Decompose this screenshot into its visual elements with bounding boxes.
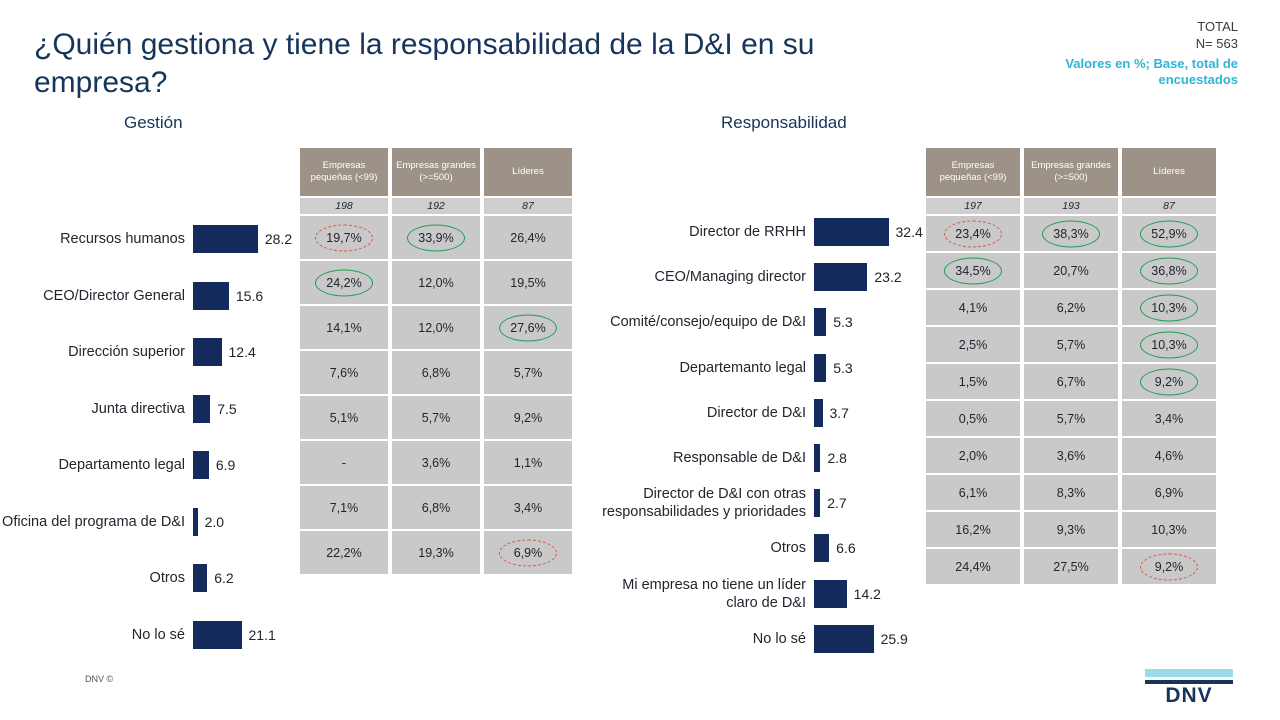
column-header: Líderes	[1122, 148, 1216, 196]
table-cell	[1122, 401, 1216, 436]
table-cell	[926, 216, 1020, 251]
bar-row-label: Director de D&I	[706, 404, 806, 421]
table-cell	[1024, 549, 1118, 584]
cell-value: 5,7%	[513, 365, 543, 380]
page-title: ¿Quién gestiona y tiene la responsabilidad de la D&I en su empresa?	[34, 28, 815, 99]
bar-row-label: Oficina del programa de D&I	[2, 513, 185, 530]
table-cell	[392, 216, 480, 259]
bar-value-label: 25.9	[880, 630, 908, 647]
bar-value-label: 2.0	[204, 513, 225, 530]
bar-row	[596, 391, 926, 435]
cell-value: 19,3%	[418, 545, 454, 560]
cell-value: 19,5%	[510, 275, 546, 290]
bar-row-label: No lo sé	[752, 630, 806, 647]
bar	[814, 354, 826, 382]
bar	[193, 395, 210, 423]
cell-value: 3,6%	[421, 455, 451, 470]
table-cell	[484, 216, 572, 259]
bar-row	[0, 443, 300, 487]
cell-value: 27,5%	[1053, 559, 1089, 574]
column-cells	[1024, 216, 1118, 584]
bar-row-label: Responsable de D&I	[673, 450, 806, 466]
cell-value: 5,1%	[329, 410, 359, 425]
bar-row	[0, 500, 300, 544]
table-cell	[300, 261, 388, 304]
cell-value: 9,2%	[1154, 559, 1184, 574]
bar	[193, 282, 229, 310]
cell-value: 1,1%	[513, 455, 543, 470]
cell-value: 5,7%	[1056, 337, 1086, 352]
bar	[814, 399, 823, 427]
table-cell	[484, 306, 572, 349]
bar	[193, 621, 242, 649]
bar-row-label: Comité/consejo/equipo de D&I	[610, 314, 806, 331]
cell-value: 20,7%	[1053, 263, 1089, 278]
cell-value: 0,5%	[958, 411, 988, 426]
column-base-count: 87	[484, 198, 572, 214]
column-base-count: 198	[300, 198, 388, 214]
table-cell	[1122, 364, 1216, 399]
bar	[814, 308, 826, 336]
table-cell	[926, 364, 1020, 399]
section-heading-gestion: Gestión	[124, 113, 183, 132]
bar-row	[596, 300, 926, 344]
bar-row-label: Otros	[149, 570, 185, 586]
bar-value-label: 21.1	[248, 626, 276, 643]
bar-value-label: 2.8	[827, 450, 847, 466]
cell-value: 9,3%	[1056, 522, 1086, 537]
cell-value: 16,2%	[955, 522, 991, 537]
table-cell	[1122, 438, 1216, 473]
table-cell	[300, 351, 388, 394]
bar-row-label: Mi empresa no tiene un líder claro de D&I	[622, 576, 806, 611]
table-column	[300, 148, 388, 576]
bar-row	[0, 556, 300, 600]
dnv-logo	[1145, 669, 1233, 708]
table-cell	[926, 549, 1020, 584]
cell-value: 10,3%	[1151, 300, 1187, 315]
copyright: DNV ©	[85, 674, 114, 684]
table-cell	[1024, 475, 1118, 510]
bar	[814, 625, 874, 653]
bar-value-label: 6.6	[836, 540, 856, 557]
table-cell	[926, 327, 1020, 362]
table-cell	[392, 441, 480, 484]
bar	[814, 534, 829, 562]
column-header: Empresas grandes (>=500)	[392, 148, 480, 196]
cell-value: 36,8%	[1151, 263, 1187, 278]
bar-row	[0, 613, 300, 657]
column-cells	[484, 216, 572, 574]
table-cell	[300, 486, 388, 529]
bar-row-label: CEO/Managing director	[654, 269, 806, 286]
bar-row-label: CEO/Director General	[43, 287, 185, 304]
logo-wordmark: DNV	[1165, 684, 1213, 707]
table-cell	[926, 475, 1020, 510]
bar-row	[596, 436, 926, 480]
cell-value: 3,4%	[1154, 411, 1184, 426]
column-base-count: 87	[1122, 198, 1216, 214]
table-cell	[926, 253, 1020, 288]
table-cell	[1122, 512, 1216, 547]
total-n: N= 563	[1195, 36, 1238, 51]
bar-value-label: 12.4	[228, 344, 256, 360]
table-cell	[300, 306, 388, 349]
cell-value: 34,5%	[955, 263, 991, 278]
cell-value: 2,5%	[958, 337, 988, 352]
column-header: Empresas grandes (>=500)	[1024, 148, 1118, 196]
bar-row-label: Otros	[770, 540, 806, 557]
bar-row	[596, 572, 926, 616]
total-label: TOTAL	[1197, 19, 1238, 34]
cell-value: 4,6%	[1154, 448, 1184, 463]
column-header: Líderes	[484, 148, 572, 196]
bar-value-label: 14.2	[853, 585, 881, 602]
table-cell	[300, 531, 388, 574]
table-cell	[392, 531, 480, 574]
cell-value: 6,8%	[421, 365, 451, 380]
table-cell	[484, 351, 572, 394]
bar-row-label: Recursos humanos	[60, 231, 185, 247]
column-cells	[926, 216, 1020, 584]
cell-value: 8,3%	[1056, 485, 1086, 500]
bar-row	[0, 217, 300, 261]
bar-row	[596, 481, 926, 525]
column-header: Empresas pequeñas (<99)	[926, 148, 1020, 196]
table-cell	[300, 216, 388, 259]
table-cell	[926, 401, 1020, 436]
bar-row-label: Junta directiva	[91, 400, 185, 417]
cell-value: 4,1%	[958, 300, 988, 315]
table-cell	[484, 441, 572, 484]
cell-value: 3,4%	[513, 500, 543, 515]
cell-value: 6,8%	[421, 500, 451, 515]
bar	[193, 225, 258, 253]
cell-value: 24,2%	[326, 275, 362, 290]
table-cell	[1024, 364, 1118, 399]
table-cell	[1024, 401, 1118, 436]
table-cell	[1024, 253, 1118, 288]
cell-value: 10,3%	[1151, 522, 1187, 537]
bar-value-label: 15.6	[235, 287, 264, 304]
bar-value-label: 3.7	[829, 404, 849, 421]
table-cell	[1024, 438, 1118, 473]
bar	[814, 218, 889, 246]
column-base-count: 192	[392, 198, 480, 214]
bar-row	[0, 330, 300, 374]
table-cell	[300, 441, 388, 484]
cell-value: 33,9%	[418, 230, 454, 245]
cell-value: -	[341, 455, 347, 470]
table-cell	[300, 396, 388, 439]
table-cell	[1122, 216, 1216, 251]
column-base-count: 197	[926, 198, 1020, 214]
table-column	[1122, 148, 1216, 586]
cell-value: 19,7%	[326, 230, 362, 245]
total-block	[1018, 18, 1238, 88]
gestion-table	[300, 148, 572, 576]
bar-row	[0, 274, 300, 318]
section-heading-responsabilidad: Responsabilidad	[721, 113, 847, 132]
cell-value: 6,1%	[958, 485, 988, 500]
table-cell	[484, 486, 572, 529]
table-cell	[926, 512, 1020, 547]
bar-row	[596, 255, 926, 299]
bar	[193, 338, 222, 366]
cell-value: 7,1%	[329, 500, 359, 515]
cell-value: 6,7%	[1056, 374, 1086, 389]
table-cell	[392, 351, 480, 394]
table-cell	[1024, 327, 1118, 362]
bar-row	[0, 387, 300, 431]
bar-row-label: No lo sé	[131, 626, 185, 643]
cell-value: 52,9%	[1151, 226, 1187, 241]
column-base-count: 193	[1024, 198, 1118, 214]
bar-value-label: 32.4	[895, 224, 923, 240]
bar-row-label: Director de D&I con otras responsabilidades y prioridades	[602, 486, 806, 521]
cell-value: 12,0%	[418, 275, 454, 290]
bar	[193, 451, 209, 479]
cell-value: 26,4%	[510, 230, 546, 245]
column-header: Empresas pequeñas (<99)	[300, 148, 388, 196]
table-cell	[392, 486, 480, 529]
cell-value: 3,6%	[1056, 448, 1086, 463]
column-cells	[392, 216, 480, 574]
table-cell	[1024, 290, 1118, 325]
column-cells	[300, 216, 388, 574]
cell-value: 6,9%	[1154, 485, 1184, 500]
cell-value: 6,9%	[513, 545, 543, 560]
cell-value: 23,4%	[955, 226, 991, 241]
bar-row	[596, 526, 926, 570]
base-note: Valores en %; Base, total de encuestados	[1065, 56, 1238, 87]
table-cell	[1122, 290, 1216, 325]
bar-value-label: 6.9	[215, 457, 236, 473]
bar-row	[596, 617, 926, 661]
bar	[814, 580, 847, 608]
table-cell	[392, 306, 480, 349]
bar-row-label: Departamento legal	[58, 457, 185, 473]
cell-value: 9,2%	[513, 410, 543, 425]
table-cell	[484, 261, 572, 304]
bar-row-label: Departemanto legal	[679, 359, 806, 376]
table-column	[392, 148, 480, 576]
cell-value: 12,0%	[418, 320, 454, 335]
cell-value: 1,5%	[958, 374, 988, 389]
cell-value: 5,7%	[421, 410, 451, 425]
bar-value-label: 2.7	[827, 495, 847, 512]
bar-value-label: 6.2	[214, 570, 234, 586]
cell-value: 10,3%	[1151, 337, 1187, 352]
cell-value: 38,3%	[1053, 226, 1089, 241]
bar-row	[596, 346, 926, 390]
table-cell	[1122, 253, 1216, 288]
logo-bar-light	[1145, 669, 1233, 677]
table-cell	[926, 438, 1020, 473]
cell-value: 22,2%	[326, 545, 362, 560]
table-cell	[484, 531, 572, 574]
responsabilidad-table	[926, 148, 1216, 586]
cell-value: 2,0%	[958, 448, 988, 463]
bar	[814, 263, 867, 291]
cell-value: 27,6%	[510, 320, 546, 335]
bar-value-label: 7.5	[217, 400, 237, 417]
bar-row-label: Director de RRHH	[689, 224, 806, 240]
table-cell	[484, 396, 572, 439]
column-cells	[1122, 216, 1216, 584]
table-cell	[392, 261, 480, 304]
table-column	[926, 148, 1020, 586]
table-cell	[1024, 512, 1118, 547]
table-cell	[1122, 475, 1216, 510]
cell-value: 9,2%	[1154, 374, 1184, 389]
cell-value: 6,2%	[1056, 300, 1086, 315]
cell-value: 5,7%	[1056, 411, 1086, 426]
table-column	[1024, 148, 1118, 586]
bar-row	[596, 210, 926, 254]
table-column	[484, 148, 572, 576]
table-cell	[1122, 549, 1216, 584]
bar-row-label: Dirección superior	[68, 344, 185, 360]
bar-value-label: 28.2	[264, 231, 293, 247]
table-cell	[926, 290, 1020, 325]
bar-value-label: 23.2	[874, 269, 902, 286]
table-cell	[392, 396, 480, 439]
table-cell	[1122, 327, 1216, 362]
cell-value: 7,6%	[329, 365, 359, 380]
table-cell	[1024, 216, 1118, 251]
cell-value: 24,4%	[955, 559, 991, 574]
bar-value-label: 5.3	[833, 359, 853, 376]
bar	[193, 564, 207, 592]
bar-value-label: 5.3	[833, 314, 853, 331]
cell-value: 14,1%	[326, 320, 362, 335]
